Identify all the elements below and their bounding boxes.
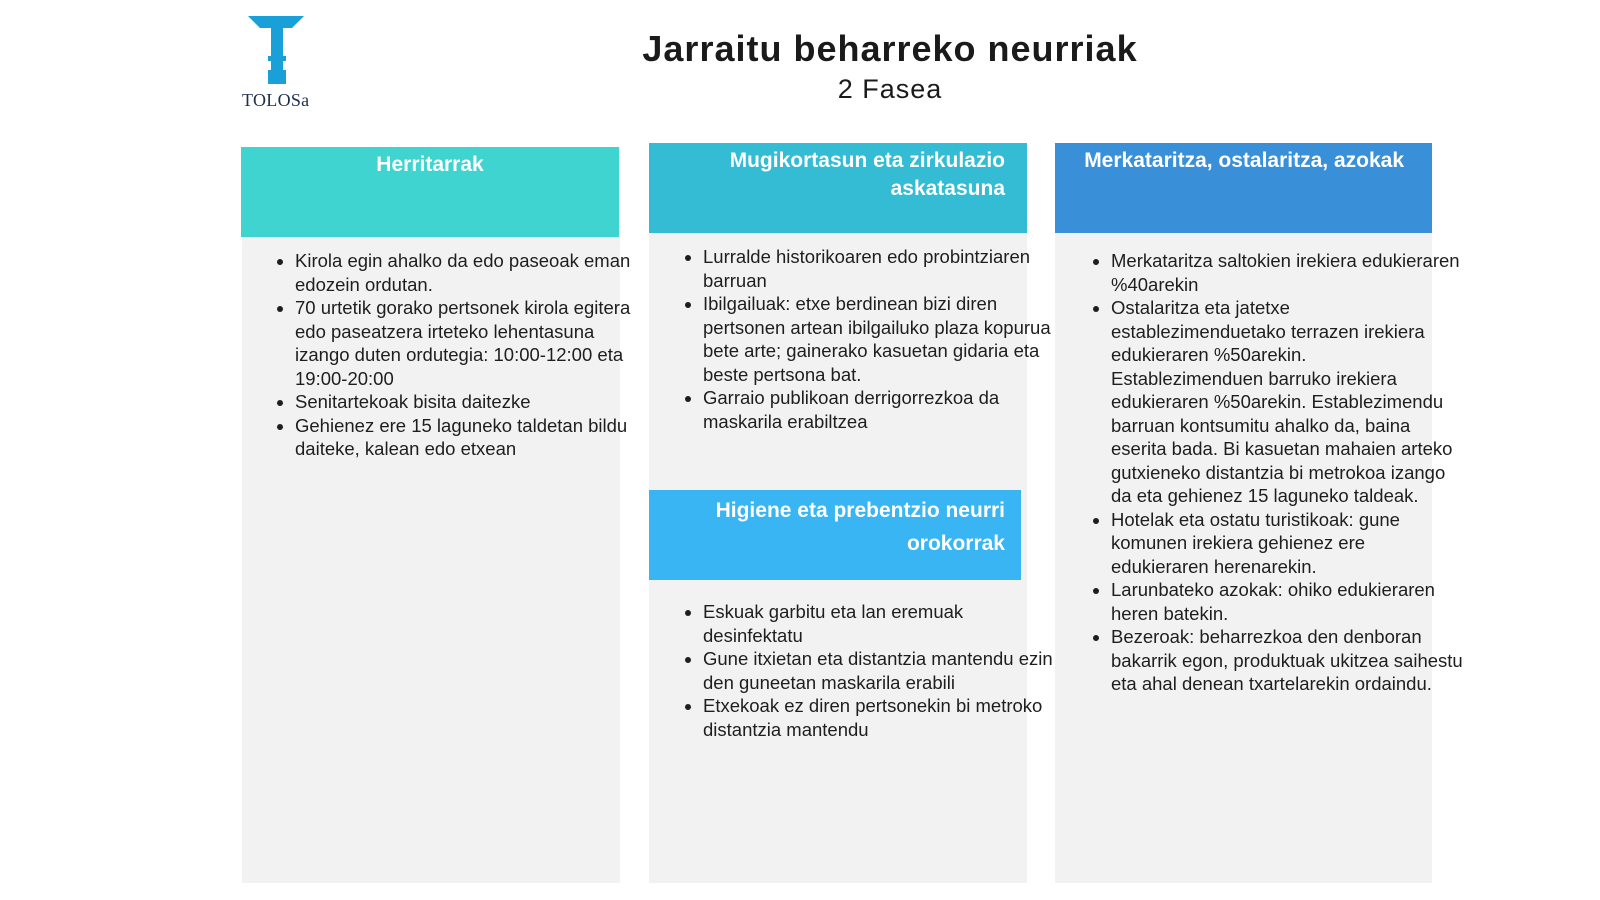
page-title: Jarraitu beharreko neurriak (642, 28, 1138, 69)
list-item: • 70 urtetik gorako pertsonek kirola egitera edo paseatzera irteteko lehentasuna izango duten ordutegia: 10:00-12:00 eta 19:00-20:00 (295, 296, 645, 390)
section-header-herritarrak: Herritarrak (241, 147, 619, 237)
list-item: • Ostalaritza eta jatetxe establezimenduetako terrazen irekiera edukieraren %50arekin. Establezimenduen barruko irekiera edukieraren %50arekin. Establezimendu barruan kontsumitu ahalko da, baina eserita bada. Bi kasuetan mahaien arteko gutxieneko distantzia bi metrokoa izango da eta gehienez 15 laguneko taldeak. (1111, 296, 1463, 508)
list-item: • Gehienez ere 15 laguneko taldetan bildu daiteke, kalean edo etxean (295, 414, 645, 461)
list-item: • Garraio publikoan derrigorrezkoa da maskarila erabiltzea (703, 386, 1053, 433)
tolosa-logo-icon (246, 14, 306, 89)
section-list-herritarrak (255, 249, 645, 461)
section-list-mugikortasuna (663, 245, 1053, 433)
section-header-mugikortasuna: Mugikortasun eta zirkulazio askatasuna (649, 143, 1027, 233)
section-list-merkataritza (1071, 249, 1463, 696)
page-subtitle: 2 Fasea (837, 74, 943, 104)
list-item: • Hotelak eta ostatu turistikoak: gune komunen irekiera gehienez ere edukieraren herenarekin. (1111, 508, 1463, 579)
list-item: • Larunbateko azokak: ohiko edukieraren heren batekin. (1111, 578, 1463, 625)
logo-text: TOLOSa (242, 90, 310, 110)
list-item: • Etxekoak ez diren pertsonekin bi metroko distantzia mantendu (703, 694, 1053, 741)
list-item: • Bezeroak: beharrezkoa den denboran bakarrik egon, produktuak ukitzea saihestu eta ahal denean txartelarekin ordaindu. (1111, 625, 1463, 696)
list-item: • Senitartekoak bisita daitezke (295, 390, 645, 414)
section-header-merkataritza: Merkataritza, ostalaritza, azokak (1055, 143, 1432, 233)
section-list-higiene (663, 600, 1053, 741)
list-item: • Merkataritza saltokien irekiera edukieraren %40arekin (1111, 249, 1463, 296)
list-item: • Eskuak garbitu eta lan eremuak desinfektatu (703, 600, 1053, 647)
list-item: • Ibilgailuak: etxe berdinean bizi diren pertsonen artean ibilgailuko plaza kopurua bete arte; gainerako kasuetan gidaria eta beste pertsona bat. (703, 292, 1053, 386)
list-item: • Lurralde historikoaren edo probintziaren barruan (703, 245, 1053, 292)
tolosa-logo (240, 14, 320, 114)
list-item: • Kirola egin ahalko da edo paseoak eman edozein ordutan. (295, 249, 645, 296)
section-header-higiene: Higiene eta prebentzio neurri orokorrak (649, 490, 1021, 580)
list-item: • Gune itxietan eta distantzia mantendu ezin den guneetan maskarila erabili (703, 647, 1053, 694)
